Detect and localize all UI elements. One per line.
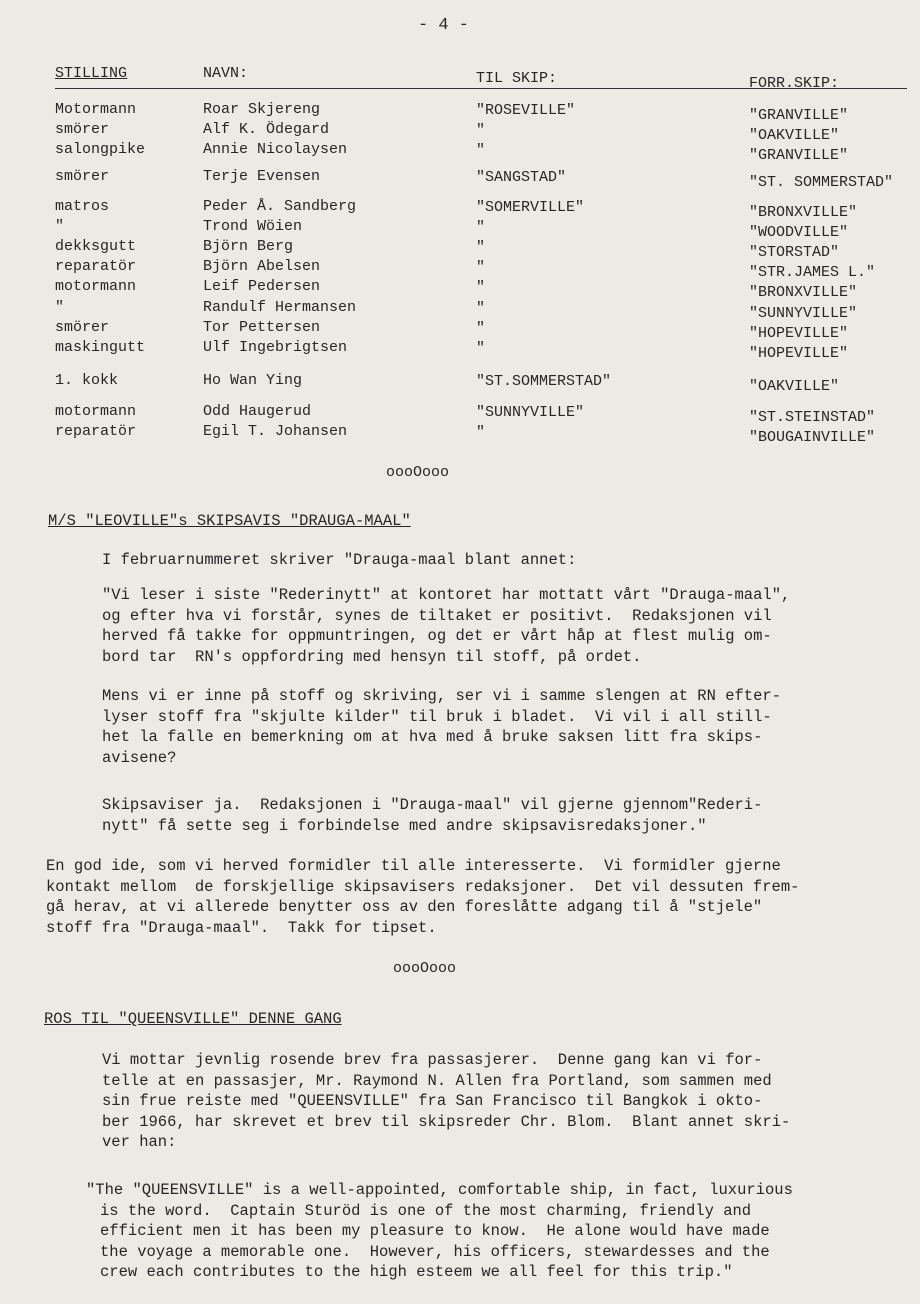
text-line: nytt" få sette seg i forbindelse med andre skipsavisredaksjoner."	[102, 816, 707, 835]
section2-quote	[86, 1180, 793, 1283]
cell-stilling: "	[55, 218, 65, 235]
text-line: kontakt mellom de forskjellige skipsavisers redaksjoner. Det vil dessuten frem-	[46, 877, 800, 896]
table-row	[0, 237, 920, 261]
col-header-stilling: STILLING	[55, 65, 128, 82]
section1-quote2	[102, 686, 781, 768]
text-line: ver han:	[102, 1133, 177, 1151]
table-row	[0, 217, 920, 241]
cell-forr-skip: "STORSTAD"	[749, 244, 840, 261]
cell-navn: Björn Berg	[203, 238, 294, 255]
text-line: lyser stoff fra "skjulte kilder" til bruk i bladet. Vi vil i all still-	[102, 707, 772, 726]
table-row	[0, 120, 920, 144]
table-row	[0, 318, 920, 342]
cell-stilling: "	[55, 299, 65, 316]
cell-stilling: dekksgutt	[55, 238, 137, 255]
cell-stilling: 1. kokk	[55, 372, 119, 389]
table-row	[0, 338, 920, 362]
cell-til-skip: "	[476, 340, 486, 357]
text-line: og efter hva vi forstår, synes de tiltaket er positivt. Redaksjonen vil	[102, 606, 772, 625]
cell-forr-skip: "SUNNYVILLE"	[749, 305, 858, 322]
col-header-navn: NAVN:	[203, 65, 249, 82]
section1-heading: M/S "LEOVILLE"s SKIPSAVIS "DRAUGA-MAAL"	[48, 512, 411, 530]
cell-navn: Egil T. Johansen	[203, 423, 348, 440]
cell-stilling: motormann	[55, 403, 137, 420]
cell-til-skip: "SANGSTAD"	[476, 169, 567, 186]
cell-til-skip: "	[476, 142, 486, 159]
separator-1: oooOooo	[386, 464, 450, 481]
table-row	[0, 100, 920, 124]
text-line: the voyage a memorable one. However, his officers, stewardesses and the	[100, 1242, 770, 1261]
cell-stilling: smörer	[55, 168, 110, 185]
cell-stilling: reparatör	[55, 423, 137, 440]
cell-navn: Terje Evensen	[203, 168, 321, 185]
section2-intro	[102, 1050, 790, 1153]
text-line: gå herav, at vi allerede benytter oss av den foreslåtte adgang til å "stjele"	[46, 898, 763, 916]
table-row	[0, 277, 920, 301]
cell-stilling: reparatör	[55, 258, 137, 275]
cell-til-skip: "	[476, 300, 486, 317]
text-line: herved få takke for oppmuntringen, og det er vårt håp at flest mulig om-	[102, 627, 772, 645]
text-line: En god ide, som vi herved formidler til alle interesserte. Vi formidler gjerne	[46, 857, 781, 875]
cell-til-skip: "ST.SOMMERSTAD"	[476, 373, 612, 390]
cell-til-skip: "ROSEVILLE"	[476, 102, 576, 119]
cell-navn: Annie Nicolaysen	[203, 141, 348, 158]
cell-stilling: matros	[55, 198, 110, 215]
col-header-forr-skip: FORR.SKIP:	[749, 75, 840, 92]
text-line: Mens vi er inne på stoff og skriving, ser vi i samme slengen at RN efter-	[102, 687, 782, 705]
text-line: efficient men it has been my pleasure to know. He alone would have made	[100, 1222, 770, 1240]
section1-intro: I februarnummeret skriver "Drauga-maal blant annet:	[102, 551, 577, 569]
cell-navn: Ulf Ingebrigtsen	[203, 339, 348, 356]
cell-til-skip: "	[476, 239, 486, 256]
text-line: "Vi leser i siste "Rederinytt" at kontoret har mottatt vårt "Drauga-maal",	[102, 586, 791, 604]
cell-forr-skip: "GRANVILLE"	[749, 107, 849, 124]
table-row	[0, 371, 920, 395]
table-row	[0, 257, 920, 281]
cell-forr-skip: "OAKVILLE"	[749, 378, 840, 395]
cell-til-skip: "	[476, 320, 486, 337]
cell-stilling: salongpike	[55, 141, 146, 158]
section1-quote1	[102, 585, 790, 667]
cell-navn: Tor Pettersen	[203, 319, 321, 336]
header-rule	[55, 88, 907, 89]
cell-forr-skip: "HOPEVILLE"	[749, 325, 849, 342]
cell-navn: Peder Å. Sandberg	[203, 198, 357, 215]
text-line: telle at en passasjer, Mr. Raymond N. Allen fra Portland, som sammen med	[102, 1071, 772, 1090]
text-line: bord tar RN's oppfordring med hensyn til stoff, på ordet.	[102, 647, 642, 666]
cell-forr-skip: "ST.STEINSTAD"	[749, 409, 876, 426]
cell-navn: Roar Skjereng	[203, 101, 321, 118]
separator-2: oooOooo	[393, 960, 457, 977]
text-line: crew each contributes to the high esteem we all feel for this trip."	[100, 1263, 733, 1281]
section1-quote3	[102, 795, 762, 836]
cell-til-skip: "	[476, 279, 486, 296]
cell-navn: Randulf Hermansen	[203, 299, 357, 316]
text-line: ber 1966, har skrevet et brev til skipsreder Chr. Blom. Blant annet skri-	[102, 1112, 791, 1131]
table-row	[0, 167, 920, 191]
table-row	[0, 140, 920, 164]
cell-stilling: Motormann	[55, 101, 137, 118]
cell-forr-skip: "WOODVILLE"	[749, 224, 849, 241]
text-line: Skipsaviser ja. Redaksjonen i "Drauga-maal" vil gjerne gjennom"Rederi-	[102, 796, 763, 814]
cell-forr-skip: "BOUGAINVILLE"	[749, 429, 876, 446]
cell-til-skip: "SUNNYVILLE"	[476, 404, 585, 421]
cell-stilling: motormann	[55, 278, 137, 295]
cell-til-skip: "	[476, 259, 486, 276]
cell-navn: Alf K. Ödegard	[203, 121, 330, 138]
table-row	[0, 298, 920, 322]
text-line: is the word. Captain Sturöd is one of the most charming, friendly and	[100, 1201, 752, 1220]
cell-til-skip: "	[476, 424, 486, 441]
text-line: avisene?	[102, 748, 177, 767]
cell-forr-skip: "HOPEVILLE"	[749, 345, 849, 362]
cell-navn: Ho Wan Ying	[203, 372, 303, 389]
section2-heading: ROS TIL "QUEENSVILLE" DENNE GANG	[44, 1010, 342, 1028]
cell-til-skip: "SOMERVILLE"	[476, 199, 585, 216]
cell-til-skip: "	[476, 122, 486, 139]
cell-navn: Trond Wöien	[203, 218, 303, 235]
text-line: het la falle en bemerkning om at hva med å bruke saksen litt fra skips-	[102, 728, 763, 746]
cell-forr-skip: "GRANVILLE"	[749, 147, 849, 164]
cell-forr-skip: "STR.JAMES L."	[749, 264, 876, 281]
text-line: Vi mottar jevnlig rosende brev fra passasjerer. Denne gang kan vi for-	[102, 1051, 763, 1069]
table-row	[0, 197, 920, 221]
cell-forr-skip: "OAKVILLE"	[749, 127, 840, 144]
col-header-til-skip: TIL SKIP:	[476, 70, 558, 87]
cell-stilling: smörer	[55, 319, 110, 336]
text-line: "The "QUEENSVILLE" is a well-appointed, comfortable ship, in fact, luxurious	[86, 1181, 793, 1199]
text-line: sin frue reiste med "QUEENSVILLE" fra San Francisco til Bangkok i okto-	[102, 1092, 763, 1110]
cell-stilling: maskingutt	[55, 339, 146, 356]
section1-response	[46, 856, 799, 938]
cell-forr-skip: "ST. SOMMERSTAD"	[749, 174, 894, 191]
page-number: - 4 -	[418, 16, 470, 35]
cell-til-skip: "	[476, 219, 486, 236]
table-row	[0, 402, 920, 426]
cell-navn: Leif Pedersen	[203, 278, 321, 295]
cell-navn: Björn Abelsen	[203, 258, 321, 275]
cell-navn: Odd Haugerud	[203, 403, 312, 420]
table-row	[0, 422, 920, 446]
cell-forr-skip: "BRONXVILLE"	[749, 204, 858, 221]
text-line: stoff fra "Drauga-maal". Takk for tipset.	[46, 918, 437, 937]
table-header-row	[0, 64, 920, 92]
cell-forr-skip: "BRONXVILLE"	[749, 284, 858, 301]
cell-stilling: smörer	[55, 121, 110, 138]
